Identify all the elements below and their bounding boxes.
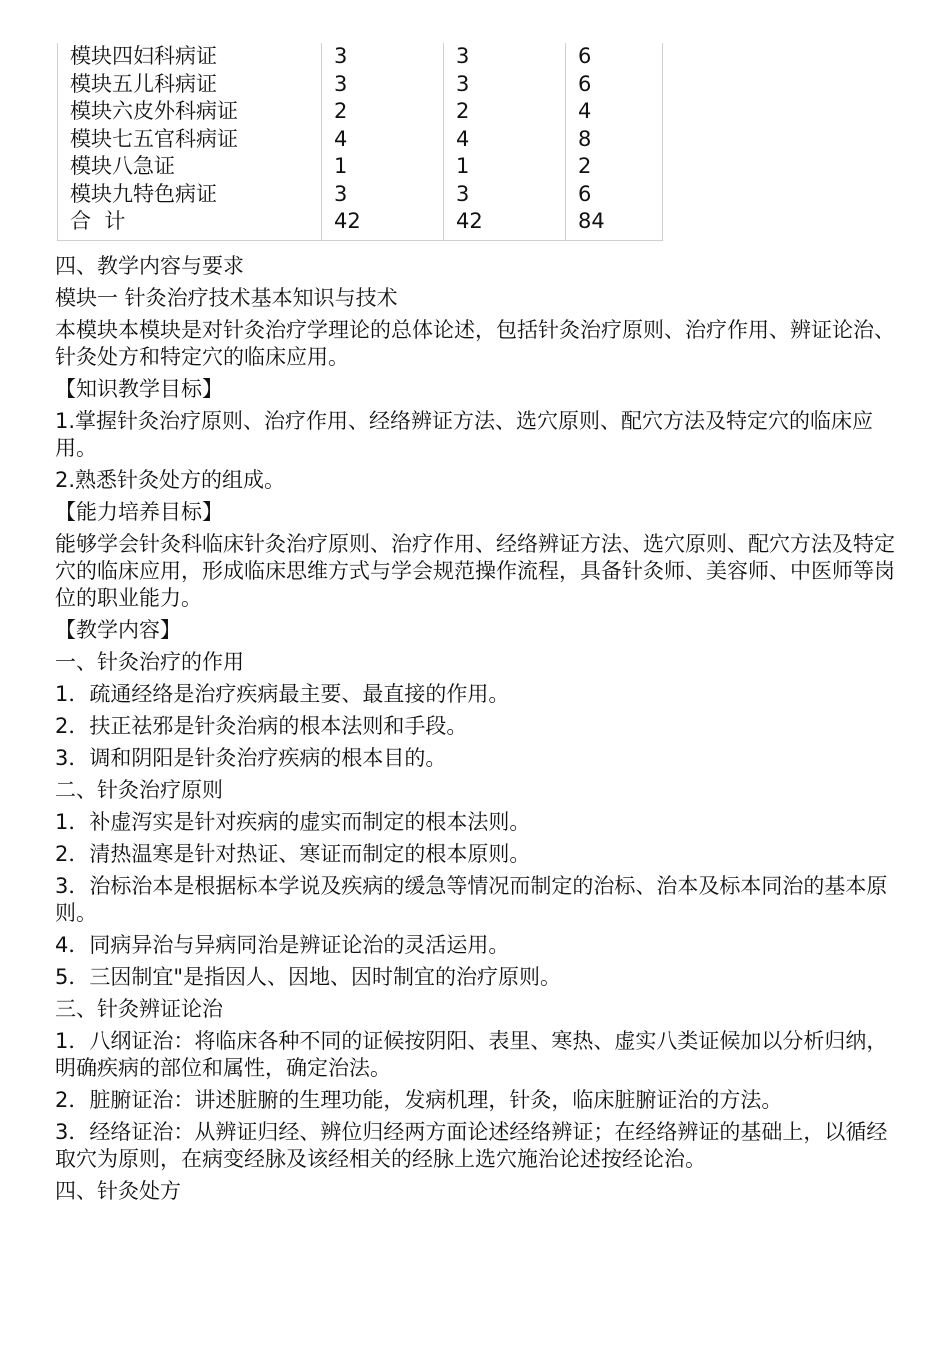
subheading: 【知识教学目标】 xyxy=(55,376,223,401)
table-cell: 模块九特色病证 xyxy=(58,181,322,209)
table-cell: 合 计 xyxy=(58,208,322,240)
table-cell: 1 xyxy=(444,153,566,181)
table-cell: 42 xyxy=(444,208,566,240)
table-cell: 4 xyxy=(444,126,566,154)
table-cell: 1 xyxy=(322,153,444,181)
subheading: 【能力培养目标】 xyxy=(55,499,223,524)
table-cell: 3 xyxy=(444,43,566,71)
table-row xyxy=(58,181,663,209)
list-item: 4．同病异治与异病同治是辨证论治的灵活运用。 xyxy=(55,932,510,957)
table-cell: 模块八急证 xyxy=(58,153,322,181)
table-cell: 42 xyxy=(322,208,444,240)
table-cell: 模块五儿科病证 xyxy=(58,71,322,99)
hours-table xyxy=(57,43,663,241)
section-heading: 一、针灸治疗的作用 xyxy=(55,649,244,674)
table-cell: 3 xyxy=(322,71,444,99)
table-cell: 3 xyxy=(322,43,444,71)
table-cell: 3 xyxy=(322,181,444,209)
table-cell: 6 xyxy=(566,43,663,71)
table-row xyxy=(58,71,663,99)
section-heading: 四、教学内容与要求 xyxy=(55,253,244,278)
table-cell: 4 xyxy=(566,98,663,126)
list-item: 2．扶正祛邪是针灸治病的根本法则和手段。 xyxy=(55,713,468,738)
table-cell: 3 xyxy=(444,71,566,99)
list-item: 3．治标治本是根据标本学说及疾病的缓急等情况而制定的治标、治本及标本同治的基本原则。 xyxy=(55,873,888,925)
document-page xyxy=(55,0,905,1210)
table-cell: 2 xyxy=(444,98,566,126)
section-heading: 四、针灸处方 xyxy=(55,1178,181,1203)
table-cell: 6 xyxy=(566,181,663,209)
module-heading: 模块一 针灸治疗技术基本知识与技术 xyxy=(55,285,398,310)
table-cell: 2 xyxy=(322,98,444,126)
list-item: 1．疏通经络是治疗疾病最主要、最直接的作用。 xyxy=(55,681,510,706)
paragraph: 本模块本模块是对针灸治疗学理论的总体论述，包括针灸治疗原则、治疗作用、辨证论治、针灸处方和特定穴的临床应用。 xyxy=(55,317,895,369)
table-cell: 4 xyxy=(322,126,444,154)
document-body xyxy=(55,253,905,1205)
list-item: 5．三因制宜"是指因人、因地、因时制宜的治疗原则。 xyxy=(55,964,562,989)
section-heading: 二、针灸治疗原则 xyxy=(55,777,223,802)
table-cell: 模块六皮外科病证 xyxy=(58,98,322,126)
subheading: 【教学内容】 xyxy=(55,617,181,642)
section-heading: 三、针灸辨证论治 xyxy=(55,996,223,1021)
table-cell: 模块四妇科病证 xyxy=(58,43,322,71)
table-cell: 2 xyxy=(566,153,663,181)
table-cell: 模块七五官科病证 xyxy=(58,126,322,154)
list-item: 2．脏腑证治：讲述脏腑的生理功能，发病机理，针灸，临床脏腑证治的方法。 xyxy=(55,1087,783,1112)
table-row xyxy=(58,153,663,181)
paragraph: 2.熟悉针灸处方的组成。 xyxy=(55,467,286,492)
table-cell: 3 xyxy=(444,181,566,209)
list-item: 2．清热温寒是针对热证、寒证而制定的根本原则。 xyxy=(55,841,531,866)
list-item: 1．八纲证治：将临床各种不同的证候按阴阳、表里、寒热、虚实八类证候加以分析归纳，明确疾病的部位和属性，确定治法。 xyxy=(55,1028,888,1080)
table-cell: 84 xyxy=(566,208,663,240)
paragraph: 能够学会针灸科临床针灸治疗原则、治疗作用、经络辨证方法、选穴原则、配穴方法及特定穴的临床应用，形成临床思维方式与学会规范操作流程，具备针灸师、美容师、中医师等岗位的职业能力。 xyxy=(55,531,895,610)
paragraph: 1.掌握针灸治疗原则、治疗作用、经络辨证方法、选穴原则、配穴方法及特定穴的临床应用。 xyxy=(55,408,874,460)
table-row xyxy=(58,98,663,126)
table-cell: 8 xyxy=(566,126,663,154)
table-row-total xyxy=(58,208,663,240)
table-row xyxy=(58,126,663,154)
table-row xyxy=(58,43,663,71)
list-item: 3．调和阴阳是针灸治疗疾病的根本目的。 xyxy=(55,745,447,770)
list-item: 1．补虚泻实是针对疾病的虚实而制定的根本法则。 xyxy=(55,809,531,834)
list-item: 3．经络证治：从辨证归经、辨位归经两方面论述经络辨证；在经络辨证的基础上，以循经取穴为原则，在病变经脉及该经相关的经脉上选穴施治论述按经论治。 xyxy=(55,1119,888,1171)
table-cell: 6 xyxy=(566,71,663,99)
